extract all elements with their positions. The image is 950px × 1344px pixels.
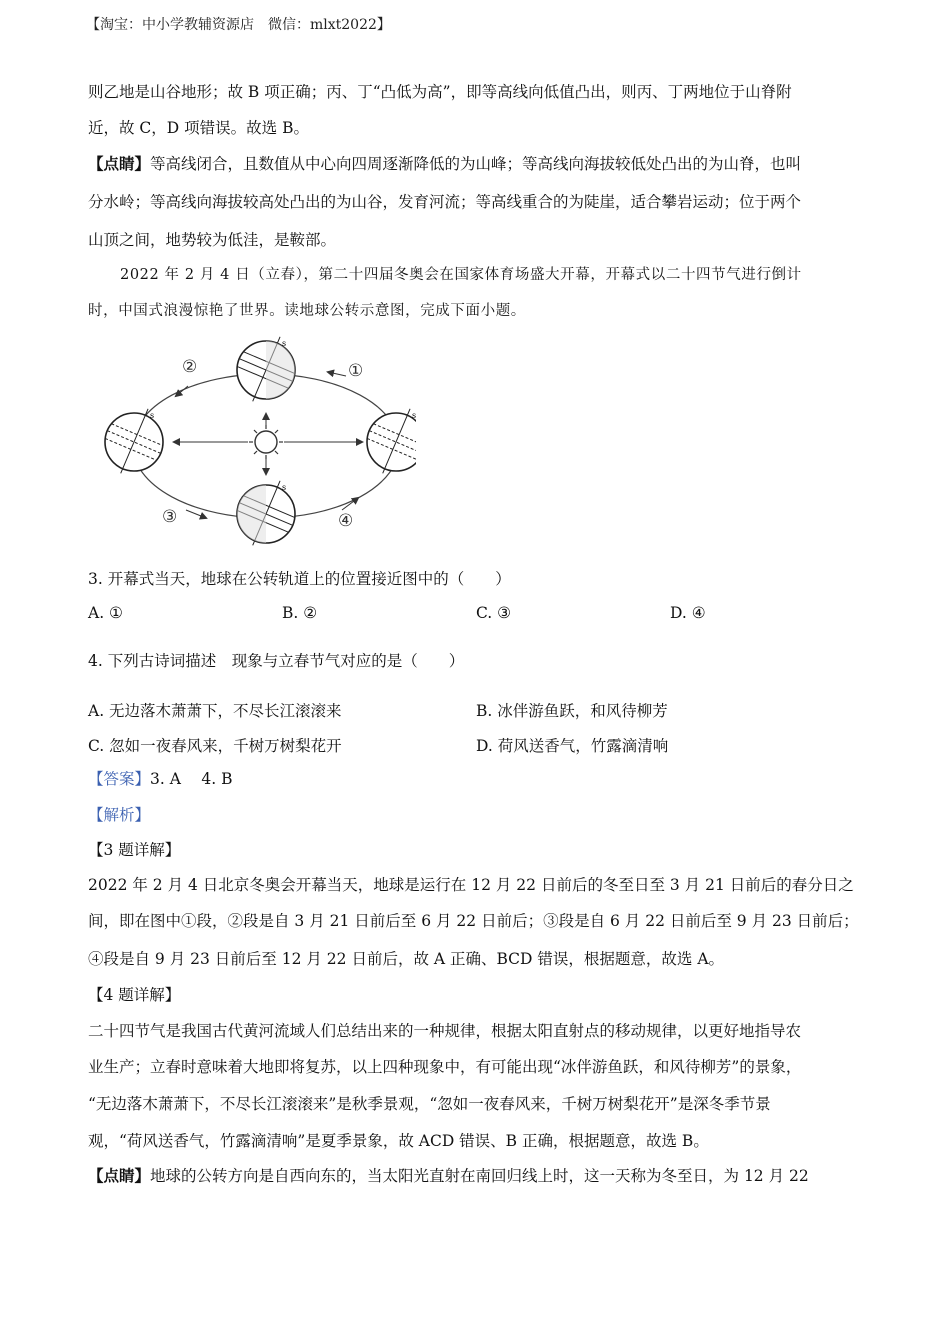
d4-line-3: “无边落木萧萧下，不尽长江滚滚来”是秋季景观，“忽如一夜春风来，千树万树梨花开”是深冬季节景 [88,1095,771,1113]
q3-option-b[interactable]: B. ② [282,604,318,622]
label-4: ④ [338,511,354,531]
answer-label: 【答案】 [88,770,151,788]
q3-option-a[interactable]: A. ① [88,604,123,622]
q4-option-c[interactable]: C. 忽如一夜春风来，千树万树梨花开 [88,737,342,755]
d3-line-2: 间，即在图中①段，②段是自 3 月 21 日前后至 6 月 22 日前后；③段是自 6 月 22 日前后至 9 月 23 日前后； [88,912,859,930]
page-header: 【淘宝：中小学教辅资源店 微信：mlxt2022】 [86,17,391,33]
q4-option-a[interactable]: A. 无边落木萧萧下，不尽长江滚滚来 [88,702,342,720]
analysis-label: 【解析】 [88,806,151,824]
label-1: ① [348,361,364,381]
orbit-direction-arrow [186,510,206,518]
pole-mark: s [282,339,287,348]
tip-2-line-1 [88,1166,809,1186]
q3-option-c[interactable]: C. ③ [476,604,512,622]
prev-line-1: 则乙地是山谷地形；故 B 项正确；丙、丁“凸低为高”，即等高线向低值凸出，则丙、丁两地位于山脊附 [88,83,792,101]
answer-text: 3. A 4. B [150,770,233,788]
q4-option-b[interactable]: B. 冰伴游鱼跃，和风待柳芳 [476,702,668,720]
pole-mark: s [412,411,416,420]
intro-line-1: 2022 年 2 月 4 日（立春），第二十四届冬奥会在国家体育场盛大开幕，开幕式以二十四节气进行倒计 [120,267,802,283]
tip-1-label: 【点睛】 [88,154,151,173]
q3-stem: 3. 开幕式当天，地球在公转轨道上的位置接近图中的（ ） [88,570,511,588]
d4-line-1: 二十四节气是我国古代黄河流域人们总结出来的一种规律，根据太阳直射点的移动规律，以更好地指导农 [88,1022,802,1040]
sun-icon [249,425,283,459]
d4-line-4: 观，“荷风送香气，竹露滴清响”是夏季景象，故 ACD 错误、B 正确，根据题意，故选 B。 [88,1132,709,1150]
earth-bottom [226,470,307,556]
earth-revolution-diagram [96,334,416,556]
pole-mark: s [150,411,155,420]
q4-stem: 4. 下列古诗词描述 现象与立春节气对应的是（ ） [88,652,465,670]
tip-2-label: 【点睛】 [88,1166,151,1185]
earth-left [96,398,175,485]
earth-right [356,398,416,485]
orbit-direction-arrow [328,372,346,376]
d4-label: 【4 题详解】 [88,986,181,1004]
answer-line [88,769,232,789]
tip-1-line-3: 山顶之间，地势较为低洼，是鞍部。 [88,231,337,249]
q3-option-d[interactable]: D. ④ [670,604,706,622]
label-3: ③ [162,507,178,527]
tip-1-line-1 [88,154,801,174]
pole-mark: s [282,483,287,492]
tip-1-text: 等高线闭合，且数值从中心向四周逐渐降低的为山峰；等高线向海拔较低处凸出的为山脊，也叫 [150,155,802,173]
d3-line-3: ④段是自 9 月 23 日前后至 12 月 22 日前后，故 A 正确、BCD 错误，根据题意，故选 A。 [88,950,725,968]
q4-option-d[interactable]: D. 荷风送香气，竹露滴清响 [476,737,669,755]
tip-1-line-2: 分水岭；等高线向海拔较高处凸出的为山谷，发育河流；等高线重合的为陡崖，适合攀岩运动；位于两个 [88,193,802,211]
orbit-direction-arrow [176,386,188,396]
label-2: ② [182,357,198,377]
tip-2-text: 地球的公转方向是自西向东的，当太阳光直射在南回归线上时，这一天称为冬至日，为 12 月 22 [150,1167,809,1185]
prev-line-2: 近，故 C，D 项错误。故选 B。 [88,119,309,137]
earth-top [226,334,307,413]
intro-line-2: 时，中国式浪漫惊艳了世界。读地球公转示意图，完成下面小题。 [88,303,526,319]
d3-label: 【3 题详解】 [88,841,181,859]
d3-line-1: 2022 年 2 月 4 日北京冬奥会开幕当天，地球是运行在 12 月 22 日前后的冬至日至 3 月 21 日前后的春分日之 [88,876,854,894]
d4-line-2: 业生产；立春时意味着大地即将复苏，以上四种现象中，有可能出现“冰伴游鱼跃，和风待柳芳”的景象， [88,1058,802,1076]
